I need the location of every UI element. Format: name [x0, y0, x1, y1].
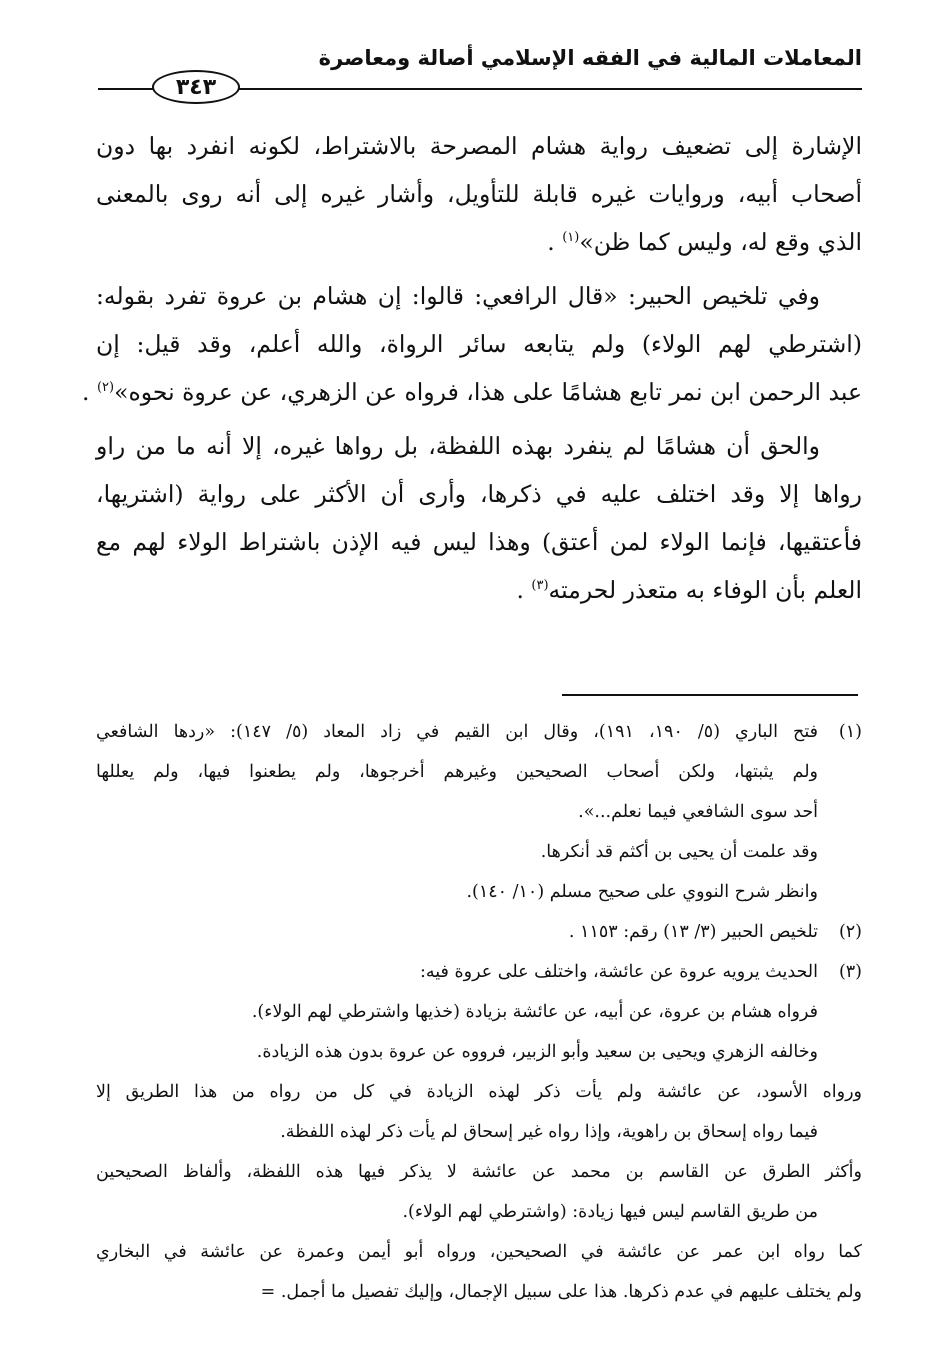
footnote-line: وانظر شرح النووي على صحيح مسلم (١٠/ ١٤٠).: [466, 882, 818, 902]
paragraph-3: [96, 422, 862, 614]
footnote-number: (٣): [838, 962, 862, 982]
footnote-number: (٢): [838, 922, 862, 942]
footnote-ref-1: (١): [562, 230, 580, 246]
paragraph-2: [81, 272, 862, 416]
text-line: (اشترطي لهم الولاء) ولم يتابعه سائر الرواة، والله أعلم، وقد قيل: إن: [96, 330, 862, 358]
text-line: عبد الرحمن ابن نمر تابع هشامًا على هذا، فرواه عن الزهري، عن عروة نحوه»$^{(٢)}$ .: [81, 378, 862, 406]
paragraph-1: [96, 122, 862, 266]
footnote-line: (٢)تلخيص الحبير (٣/ ١٣) رقم: ١١٥٣ .: [96, 912, 862, 952]
footnote-line: أحد سوى الشافعي فيما نعلم...».: [578, 802, 818, 822]
footnote-line: فيما رواه إسحاق بن راهوية، وإذا رواه غير إسحاق لم يأت ذكر لهذه اللفظة.: [280, 1122, 818, 1142]
footnote-line: (٣)الحديث يرويه عروة عن عائشة، واختلف على عروة فيه:: [96, 952, 862, 992]
footnote-ref-3: (٣): [531, 578, 549, 594]
text-line: وفي تلخيص الحبير: «قال الرافعي: قالوا: إن هشام بن عروة تفرد بقوله:: [96, 282, 820, 310]
footnote-2: [96, 912, 862, 952]
footnote-line: من طريق القاسم ليس فيها زيادة: (واشترطي لهم الولاء).: [402, 1202, 818, 1222]
footnote-line: وقد علمت أن يحيى بن أكثم قد أنكرها.: [540, 842, 818, 862]
page-number: ٣٤٣: [152, 70, 240, 104]
text-line: والحق أن هشامًا لم ينفرد بهذه اللفظة، بل رواها غيره، إلا أنه ما من راو: [96, 432, 820, 460]
footnote-3: [96, 952, 862, 1312]
text-line: الذي وقع له، وليس كما ظن»$^{(١)}$ .: [547, 228, 862, 256]
footnote-line: ولم يثبتها، ولكن أصحاب الصحيحين وغيرهم أخرجوها، ولم يطعنوا فيها، ولم يعللها: [96, 762, 818, 782]
footnote-line: وخالفه الزهري ويحيى بن سعيد وأبو الزبير، فرووه عن عروة بدون هذه الزيادة.: [256, 1042, 818, 1062]
main-text: [81, 122, 862, 620]
footnote-line: وأكثر الطرق عن القاسم بن محمد عن عائشة لا يذكر فيها هذه اللفظة، وألفاظ الصحيحين: [96, 1162, 862, 1182]
footnote-ref-2: (٢): [96, 380, 115, 396]
footnote-separator: [562, 694, 858, 696]
footnote-line: فرواه هشام بن عروة، عن أبيه، عن عائشة بزيادة (خذيها واشترطي لهم الولاء).: [251, 1002, 818, 1022]
text-line: الإشارة إلى تضعيف رواية هشام المصرحة بالاشتراط، لكونه انفرد بها دون: [96, 132, 862, 160]
text-line: أصحاب أبيه، وروايات غيره قابلة للتأويل، وأشار غيره إلى أنه روى بالمعنى: [96, 180, 862, 208]
footnote-line: ولم يختلف عليهم في عدم ذكرها. هذا على سبيل الإجمال، وإليك تفصيل ما أجمل. =: [260, 1282, 862, 1302]
footnote-line: ورواه الأسود، عن عائشة ولم يأت ذكر لهذه الزيادة في كل من رواه من هذا الطريق إلا: [96, 1082, 862, 1102]
footnote-line: (١)فتح الباري (٥/ ١٩٠، ١٩١)، وقال ابن القيم في زاد المعاد (٥/ ١٤٧): «ردها الشافعي: [96, 712, 862, 752]
text-line: رواها إلا وقد اختلف عليه في ذكرها، وأرى أن الأكثر على رواية (اشتريها،: [96, 480, 862, 508]
running-head-title: المعاملات المالية في الفقه الإسلامي أصالة ومعاصرة: [318, 46, 862, 70]
footnote-line: كما رواه ابن عمر عن عائشة في الصحيحين، ورواه أبو أيمن وعمرة عن عائشة في البخاري: [96, 1242, 862, 1262]
footnote-1: [96, 712, 862, 912]
text-line: العلم بأن الوفاء به متعذر لحرمته$^{(٣)}$ .: [516, 576, 862, 604]
footnote-number: (١): [838, 722, 862, 742]
footnotes: [96, 712, 862, 1312]
text-line: فأعتقيها، فإنما الولاء لمن أعتق) وهذا ليس فيه الإذن باشتراط الولاء لهم مع: [96, 528, 862, 556]
